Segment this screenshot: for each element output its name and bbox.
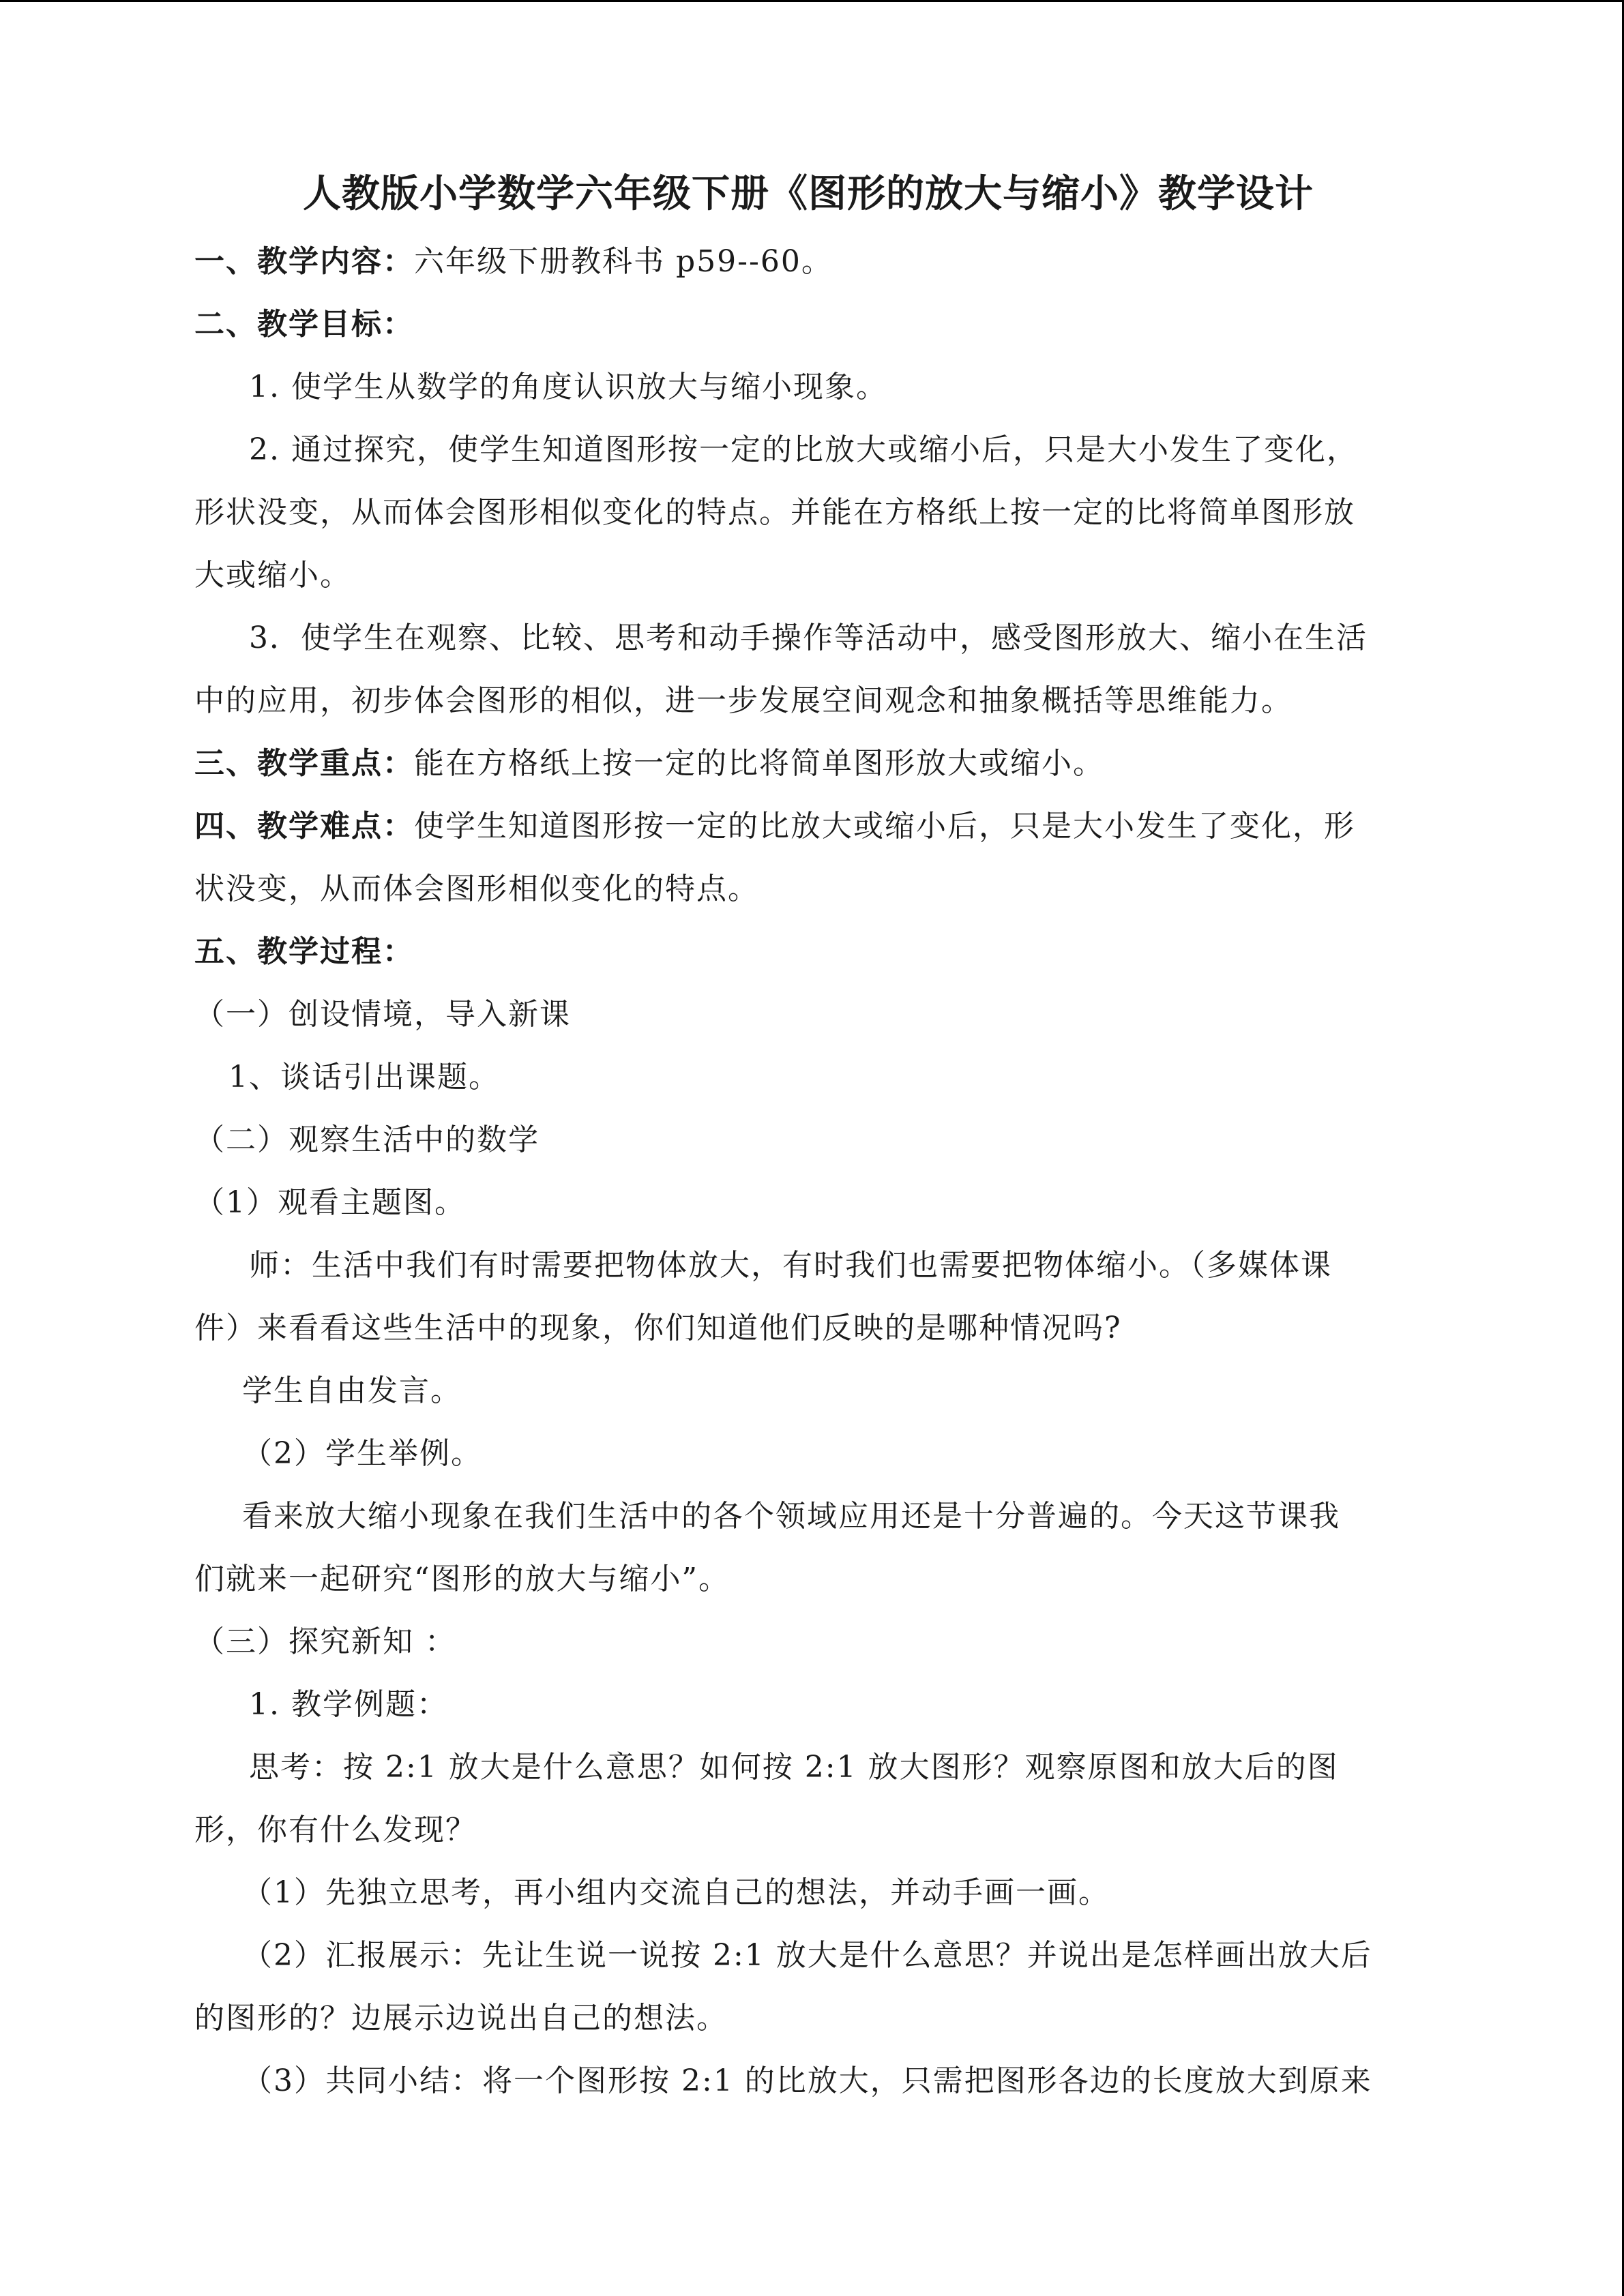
activity-3-line-1: （3）共同小结：将一个图形按 2:1 的比放大，只需把图形各边的长度放大到原来 (242, 2063, 1372, 2098)
goal-1: 1. 使学生从数学的角度认识放大与缩小现象。 (249, 370, 887, 404)
goal-3-line-1: 3．使学生在观察、比较、思考和动手操作等活动中，感受图形放大、缩小在生活 (249, 621, 1368, 655)
process-item-1: 1、谈话引出课题。 (228, 1060, 500, 1094)
activity-1: （1）先独立思考，再小组内交流自己的想法，并动手画一画。 (242, 1875, 1110, 1910)
difficulty-label: 四、教学难点： (194, 809, 414, 844)
activity-2-line-2: 的图形的？边展示边说出自己的想法。 (194, 2001, 728, 2036)
process-item-2: （1）观看主题图。 (194, 1185, 466, 1220)
teacher-speech-line-2: 件）来看看这些生活中的现象，你们知道他们反映的是哪种情况吗? (194, 1311, 1122, 1345)
teaching-goals-heading: 二、教学目标： (194, 307, 414, 342)
summary-line-2: 们就来一起研究“图形的放大与缩小”。 (194, 1562, 730, 1596)
teacher-speech-line-1: 师：生活中我们有时需要把物体放大，有时我们也需要把物体缩小。（多媒体课 (249, 1248, 1332, 1283)
document-body (194, 162, 1422, 2113)
difficulty-line-2: 状没变，从而体会图形相似变化的特点。 (194, 871, 759, 906)
document-title: 人教版小学数学六年级下册《图形的放大与缩小》教学设计 (303, 171, 1314, 216)
teaching-content-text: 六年级下册教科书 p59--60。 (414, 244, 833, 279)
process-step-3: （三）探究新知 ： (194, 1624, 456, 1659)
think-line-2: 形，你有什么发现？ (194, 1813, 477, 1847)
process-step-1: （一）创设情境，导入新课 (194, 997, 571, 1032)
process-step-2: （二）观察生活中的数学 (194, 1122, 540, 1157)
think-line-1: 思考：按 2:1 放大是什么意思？如何按 2:1 放大图形？观察原图和放大后的图 (249, 1750, 1339, 1785)
difficulty-line-1 (194, 795, 1422, 858)
difficulty-text-1: 使学生知道图形按一定的比放大或缩小后，只是大小发生了变化，形 (414, 809, 1355, 844)
summary-line-1: 看来放大缩小现象在我们生活中的各个领域应用还是十分普遍的。今天这节课我 (242, 1499, 1340, 1534)
teaching-content-line (194, 230, 1422, 293)
goal-2-line-1: 2. 通过探究，使学生知道图形按一定的比放大或缩小后，只是大小发生了变化， (249, 432, 1358, 467)
goal-2-line-3: 大或缩小。 (194, 558, 351, 593)
goal-2-line-2: 形状没变，从而体会图形相似变化的特点。并能在方格纸上按一定的比将简单图形放 (194, 495, 1355, 530)
key-point-text: 能在方格纸上按一定的比将简单图形放大或缩小。 (414, 746, 1104, 781)
key-point-label: 三、教学重点： (194, 746, 414, 781)
students-examples: （2）学生举例。 (242, 1436, 482, 1471)
students-speak: 学生自由发言。 (242, 1373, 462, 1408)
teaching-content-label: 一、教学内容： (194, 244, 414, 279)
key-point-line (194, 732, 1422, 795)
goal-3-line-2: 中的应用，初步体会图形的相似，进一步发展空间观念和抽象概括等思维能力。 (194, 683, 1293, 718)
example-heading: 1. 教学例题： (249, 1687, 448, 1722)
teaching-process-heading: 五、教学过程： (194, 934, 414, 969)
activity-2-line-1: （2）汇报展示：先让生说一说按 2:1 放大是什么意思？并说出是怎样画出放大后 (242, 1938, 1372, 1973)
